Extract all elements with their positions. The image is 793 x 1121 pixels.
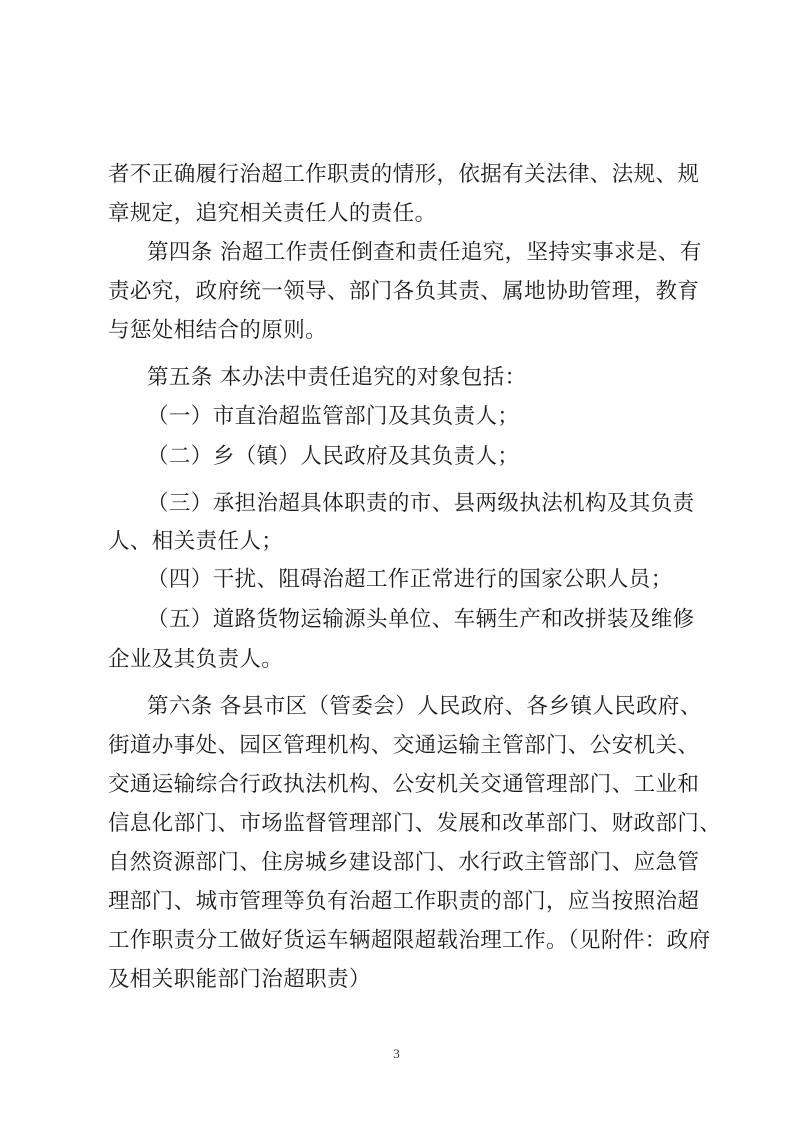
text-line: 责必究，政府统一领导、部门各负其责、属地协助管理，教育 [108,279,700,304]
text-line: 工作职责分工做好货运车辆超限超载治理工作。（见附件：政府 [108,928,711,953]
text-line: 者不正确履行治超工作职责的情形，依据有关法律、法规、规 [108,162,700,187]
text-line: （五）道路货物运输源头单位、车辆生产和改拼装及维修 [147,607,695,632]
text-line: 与惩处相结合的原则。 [108,318,328,343]
text-line: 交通运输综合行政执法机构、公安机关交通管理部门、工业和 [108,772,700,797]
text-line: 街道办事处、园区管理机构、交通运输主管部门、公安机关、 [108,733,700,758]
text-line: 自然资源部门、住房城乡建设部门、水行政主管部门、应急管 [108,850,700,875]
text-line: 及相关职能部门治超职责） [108,967,371,992]
text-line: 企业及其负责人。 [108,647,284,672]
text-line: （三）承担治超具体职责的市、县两级执法机构及其负责 [147,491,695,516]
text-line: 第四条 治超工作责任倒查和责任追究，坚持实事求是、有 [147,240,702,265]
text-line: 第六条 各县市区（管委会）人民政府、各乡镇人民政府、 [147,694,702,719]
text-line: （四）干扰、阻碍治超工作正常进行的国家公职人员； [147,567,673,592]
page-number: 3 [393,1046,400,1061]
text-line: （二）乡（镇）人民政府及其负责人； [147,444,520,469]
text-line: 章规定，追究相关责任人的责任。 [108,201,437,226]
text-line: （一）市直治超监管部门及其负责人； [147,404,520,429]
text-line: 人、相关责任人； [108,529,284,554]
text-line: 第五条 本办法中责任追究的对象包括： [147,365,527,390]
text-line: 信息化部门、市场监督管理部门、发展和改革部门、财政部门、 [108,811,722,836]
text-line: 理部门、城市管理等负有治超工作职责的部门，应当按照治超 [108,889,700,914]
